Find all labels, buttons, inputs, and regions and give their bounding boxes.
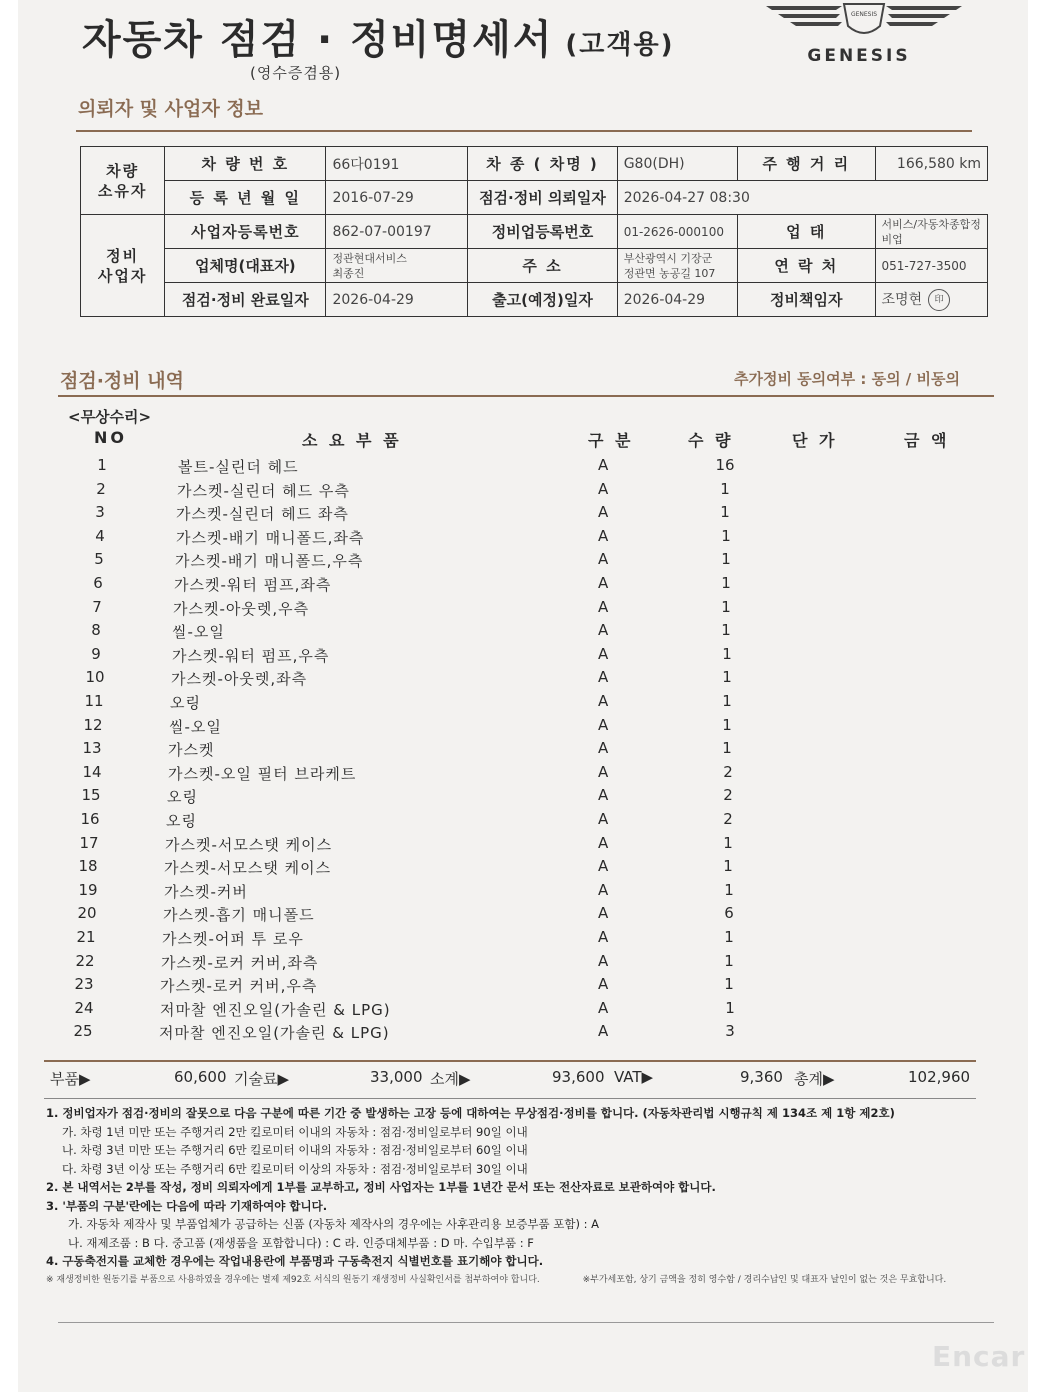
item-type: A [598,668,609,687]
section-divider [58,395,994,397]
contact: 051-727-3500 [875,249,987,283]
item-qty: 1 [721,550,731,569]
item-type: A [598,692,609,710]
manager-cell [875,283,987,317]
item-no: 24 [74,998,94,1017]
emblem-lettering: GENESIS [850,11,878,18]
item-no: 5 [94,550,104,569]
address-cell [617,249,737,283]
col-header-unit-price: 단 가 [792,431,838,450]
biz-reg-label: 사업자등록번호 [165,215,326,249]
item-no: 23 [74,975,94,994]
item-no: 1 [97,456,107,474]
note-1c: 다. 차령 3년 이상 또는 주행거리 6만 킬로미터 이상의 자동차 : 점검·정비일로부터 30일 이내 [62,1161,528,1176]
brand-name: GENESIS [807,46,911,66]
item-no: 2 [96,479,106,498]
biz-reg-no: 862-07-00197 [326,215,468,249]
item-type: A [598,503,609,522]
item-part: 가스켓-아웃렛,좌측 [171,670,308,689]
item-no: 13 [82,739,102,758]
item-qty: 1 [723,857,733,876]
item-part: 가스켓-오일 필터 브라케트 [168,764,357,783]
col-header-no: NO [94,428,127,447]
item-type: A [598,456,609,474]
company-label: 업체명(대표자) [165,249,326,283]
shop-reg-label: 정비업등록번호 [468,215,617,249]
contact-label: 연 락 처 [738,249,876,283]
item-type: A [598,998,609,1017]
consent-status: 추가정비 동의여부 : 동의 / 비동의 [734,370,960,388]
address-line2: 정관면 농공길 107 [623,266,716,280]
item-no: 11 [84,692,104,710]
item-qty: 1 [721,597,731,616]
item-no: 14 [82,762,102,781]
item-type: A [598,526,609,545]
item-qty: 1 [722,715,732,734]
item-part: 저마찰 엔진오일(가솔린 & LPG) [160,1000,391,1019]
item-qty: 2 [723,810,733,828]
item-part: 가스켓-워터 펌프,좌측 [174,576,332,594]
subtotal: 93,600 [552,1068,605,1086]
item-no: 10 [85,668,105,687]
labor-total: 33,000 [370,1068,423,1086]
item-no: 21 [76,928,96,946]
item-no: 4 [95,526,105,545]
item-qty: 1 [723,833,733,852]
item-part: 가스켓-배기 매니폴드,좌측 [176,528,365,547]
item-part: 가스켓-실린더 헤드 좌측 [176,505,349,524]
item-part: 가스켓-흡기 매니폴드 [163,906,315,925]
totals-divider-bottom [44,1098,976,1099]
item-part: 가스켓-서모스탯 케이스 [164,859,332,878]
note-1a: 가. 차령 1년 미만 또는 주행거리 2만 킬로미터 이내의 자동차 : 점검·정비일로부터 90일 이내 [62,1124,528,1139]
item-part: 오링 [166,812,197,830]
item-type: A [598,644,609,663]
table-row [18,645,1028,668]
item-part: 가스켓-배기 매니폴드,우측 [175,552,364,571]
item-no: 25 [73,1022,93,1041]
genesis-logo [764,0,964,80]
item-no: 19 [78,880,98,899]
item-type: A [598,550,609,569]
table-row [18,503,1028,526]
item-qty: 3 [725,1022,735,1041]
table-row [18,810,1028,833]
item-qty: 1 [722,739,732,758]
col-header-type: 구 분 [588,431,634,450]
table-row [18,550,1028,573]
note-recycled-engine: ※ 재생정비한 원동기를 부품으로 사용하였을 경우에는 별제 제92호 서식의 원동기 재생정비 사실확인서를 첨부하여야 합니다. [46,1274,540,1285]
item-part: 씰-오일 [169,717,222,736]
biz-type: 서비스/자동차종합정비업 [875,215,987,249]
table-row [18,621,1028,644]
release-date-label: 출고(예정)일자 [468,283,617,317]
company-name: 정관현대서비스 [332,251,407,265]
encar-watermark: Encar [932,1340,1026,1373]
section-owner-title: 의뢰자 및 사업자 정보 [78,98,264,120]
section-detail-title: 점검·정비 내역 [60,370,184,392]
item-type: A [598,810,609,828]
address-label: 주 소 [468,249,617,283]
item-type: A [598,975,609,994]
item-type: A [598,574,609,592]
item-part: 가스켓-실린더 헤드 우측 [177,481,350,500]
document-subtitle: (영수증겸용) [250,64,342,82]
table-row [18,1022,1028,1045]
parts-total-label: 부품▶ [50,1070,91,1088]
item-part: 가스켓-커버 [164,882,248,901]
vehicle-no: 66다0191 [326,147,468,181]
note-3b: 나. 재제조품 : B 다. 중고품 (재생품을 포함합니다) : C 라. 인증대체부품 : D 마. 수입부품 : F [68,1235,534,1250]
item-part: 오링 [167,788,198,807]
table-row [18,456,1028,479]
item-no: 7 [92,597,102,616]
item-type: A [598,762,609,781]
table-row [18,952,1028,975]
item-qty: 1 [721,574,731,592]
table-row [18,716,1028,739]
item-part: 가스켓-로커 커버,우측 [160,977,318,996]
item-qty: 1 [724,975,734,994]
table-row [18,857,1028,880]
item-type: A [598,715,609,734]
item-type: A [598,479,609,498]
item-qty: 1 [721,621,731,640]
table-row [18,904,1028,927]
item-no: 16 [80,810,100,828]
item-qty: 1 [724,951,734,970]
item-qty: 6 [724,904,734,923]
reg-date-label: 등 록 년 월 일 [165,181,326,215]
owner-group-label: 차량 소유자 [81,147,165,215]
item-part: 가스켓-서모스탯 케이스 [165,835,333,854]
note-vat-receipt: ※부가세포함, 상기 금액을 정히 영수함 / 경리수납인 및 대표자 날인이 없는 것은 무효합니다. [582,1274,947,1285]
grand-total-label: 총계▶ [794,1070,835,1088]
note-3a: 가. 자동차 제작사 및 부품업체가 공급하는 신품 (자동차 제작사의 경우에는 사후관리용 보증부품 포함) : A [68,1217,600,1231]
totals-divider [44,1060,976,1062]
item-type: A [598,951,609,970]
table-row [18,668,1028,691]
table-row [18,763,1028,786]
item-type: A [598,904,609,923]
item-qty: 1 [724,928,734,946]
mileage: 166,580 km [875,147,987,181]
item-no: 18 [78,857,98,876]
item-qty: 1 [725,998,735,1017]
table-row [18,786,1028,809]
table-row [18,881,1028,904]
table-row [18,999,1028,1022]
mileage-label: 주 행 거 리 [738,147,876,181]
note-4: 4. 구동축전지를 교체한 경우에는 작업내용란에 부품명과 구동축전지 식별번호를 표기해야 합니다. [46,1254,544,1268]
item-part: 씰-오일 [172,623,225,642]
item-no: 17 [79,833,99,852]
item-no: 9 [91,644,101,663]
request-date: 2026-04-27 08:30 [617,181,987,215]
genesis-wing-icon [764,0,964,46]
done-date-label: 점검·정비 완료일자 [165,283,326,317]
vehicle-no-label: 차 량 번 호 [165,147,326,181]
item-no: 12 [83,715,103,734]
seal-stamp-icon: 印 [928,289,950,311]
item-qty: 1 [722,668,732,687]
item-type: A [598,857,609,876]
item-type: A [598,928,609,946]
shop-reg-no: 01-2626-000100 [617,215,737,249]
parts-total: 60,600 [174,1068,227,1086]
free-repair-label: <무상수리> [68,408,152,426]
table-row [18,574,1028,597]
manager-name: 조명현 [881,291,923,308]
item-qty: 16 [715,456,735,474]
item-type: A [598,786,609,805]
item-qty: 1 [721,526,731,545]
table-row [18,692,1028,715]
labor-label: 기술료▶ [234,1070,290,1088]
company-cell [326,249,468,283]
item-qty: 1 [722,644,732,663]
item-no: 22 [75,951,95,970]
vat: 9,360 [740,1068,783,1086]
col-header-amount: 금 액 [904,431,950,450]
item-qty: 1 [720,479,730,498]
note-1b: 나. 차령 3년 미만 또는 주행거리 6만 킬로미터 이내의 자동차 : 점검·정비일로부터 60일 이내 [62,1143,528,1157]
request-date-label: 점검·정비 의뢰일자 [468,181,617,215]
footer-divider [58,1322,994,1323]
table-row [18,928,1028,951]
item-no: 3 [95,503,105,522]
table-row [18,975,1028,998]
table-row [18,739,1028,762]
item-type: A [598,880,609,899]
table-row [18,598,1028,621]
item-part: 오링 [170,694,201,712]
item-no: 15 [81,786,101,805]
item-part: 가스켓-워터 펌프,우측 [172,646,330,665]
address-line1: 부산광역시 기장군 [623,251,713,265]
manager-label: 정비책임자 [738,283,876,317]
col-header-part: 소 요 부 품 [302,431,402,450]
table-row [18,527,1028,550]
item-part: 저마찰 엔진오일(가솔린 & LPG) [159,1024,390,1043]
info-table [80,146,988,317]
item-type: A [598,739,609,758]
provider-group-label: 정비 사업자 [81,215,165,317]
note-1: 1. 정비업자가 점검·정비의 잘못으로 다음 구분에 따른 기간 중 발생하는 고장 등에 대하여는 무상점검·정비를 합니다. (자동차관리법 시행규칙 제 134조 제 1항 제2호) [46,1106,895,1120]
document-title: 자동차 점검 · 정비명세서 (고객용) [82,17,675,63]
item-type: A [598,621,609,640]
reg-date: 2016-07-29 [326,181,468,215]
notes-block [46,1104,996,1289]
document-page [18,0,1028,1392]
done-date: 2026-04-29 [326,283,468,317]
table-row [18,480,1028,503]
item-type: A [598,1022,609,1041]
item-part: 가스켓-아웃렛,우측 [173,599,310,618]
item-part: 볼트-실린더 헤드 [178,458,299,476]
note-2: 2. 본 내역서는 2부를 작성, 정비 의뢰자에게 1부를 교부하고, 정비 사업자는 1부를 1년간 문서 또는 전산자료로 보관하여야 합니다. [46,1180,716,1194]
model-label: 차 종 ( 차명 ) [468,147,617,181]
item-part: 가스켓-어퍼 투 로우 [162,930,304,948]
table-row [18,834,1028,857]
note-3: 3. '부품의 구분'란에는 다음에 따라 기재하여야 합니다. [46,1198,328,1213]
item-no: 20 [77,904,97,923]
vat-label: VAT▶ [614,1068,654,1086]
note-footnote [46,1271,996,1290]
item-part: 가스켓-로커 커버,좌측 [161,953,319,972]
col-header-qty: 수 량 [688,431,734,450]
item-qty: 2 [723,762,733,781]
item-no: 6 [93,574,103,592]
release-date: 2026-04-29 [617,283,737,317]
company-ceo: 최종진 [332,266,365,280]
item-type: A [598,833,609,852]
grand-total: 102,960 [908,1068,971,1086]
item-qty: 1 [722,692,732,710]
item-qty: 1 [724,880,734,899]
item-qty: 1 [720,503,730,522]
biz-type-label: 업 태 [738,215,876,249]
item-type: A [598,597,609,616]
item-part: 가스켓 [168,741,215,760]
model: G80(DH) [617,147,737,181]
item-no: 8 [91,621,101,640]
section-divider [76,130,972,132]
item-qty: 2 [723,786,733,805]
subtotal-label: 소계▶ [430,1070,471,1088]
title-suffix: (고객용) [565,30,675,60]
